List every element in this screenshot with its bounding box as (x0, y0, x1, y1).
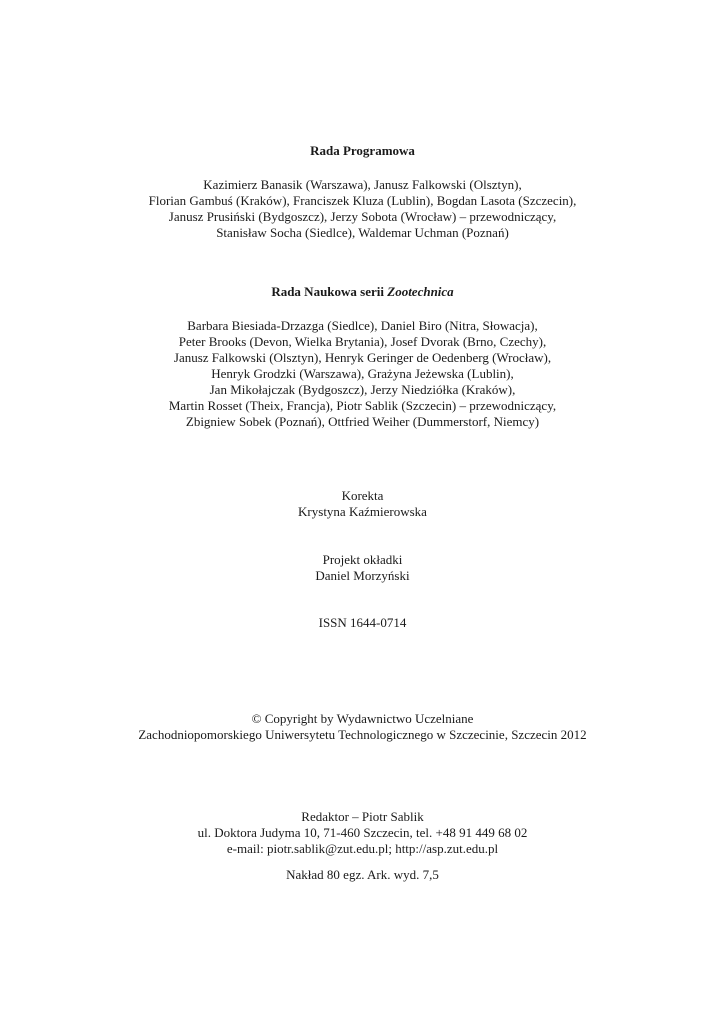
rada-naukowa-line: Zbigniew Sobek (Poznań), Ottfried Weiher (Dummerstorf, Niemcy) (185, 414, 540, 429)
rada-naukowa-line: Janusz Falkowski (Olsztyn), Henryk Geringer de Oedenberg (Wrocław), (173, 350, 552, 365)
redaktor-name: Redaktor – Piotr Sablik (301, 809, 424, 824)
rada-naukowa-heading-prefix: Rada Naukowa serii (271, 284, 388, 299)
rada-programowa-line: Janusz Prusiński (Bydgoszcz), Jerzy Sobota (Wrocław) – przewodniczący, (168, 209, 557, 224)
rada-programowa-line: Florian Gambuś (Kraków), Franciszek Kluza (Lublin), Bogdan Lasota (Szczecin), (148, 193, 577, 208)
korekta-section (0, 488, 725, 520)
publisher-line: Zachodniopomorskiego Uniwersytetu Technologicznego w Szczecinie, Szczecin 2012 (138, 727, 587, 742)
redaktor-section (0, 809, 725, 883)
projekt-okladki-name: Daniel Morzyński (315, 568, 410, 583)
rada-programowa-heading: Rada Programowa (310, 143, 415, 158)
copyright-section (0, 711, 725, 743)
korekta-label: Korekta (341, 488, 384, 503)
rada-naukowa-line: Barbara Biesiada-Drzazga (Siedlce), Daniel Biro (Nitra, Słowacja), (187, 318, 538, 333)
rada-naukowa-heading (0, 284, 725, 300)
rada-programowa-line: Kazimierz Banasik (Warszawa), Janusz Falkowski (Olsztyn), (203, 177, 522, 192)
rada-naukowa-section (0, 284, 725, 430)
issn-section (0, 615, 725, 631)
projekt-okladki-label: Projekt okładki (322, 552, 403, 567)
rada-naukowa-line: Jan Mikołajczak (Bydgoszcz), Jerzy Niedziółka (Kraków), (209, 382, 516, 397)
rada-naukowa-line: Peter Brooks (Devon, Wielka Brytania), Josef Dvorak (Brno, Czechy), (178, 334, 547, 349)
rada-programowa-line: Stanisław Socha (Siedlce), Waldemar Uchman (Poznań) (216, 225, 509, 240)
naklad-info: Nakład 80 egz. Ark. wyd. 7,5 (286, 867, 439, 882)
copyright-line: © Copyright by Wydawnictwo Uczelniane (251, 711, 474, 726)
issn-number: ISSN 1644-0714 (318, 615, 407, 630)
rada-programowa-section (0, 143, 725, 241)
korekta-name: Krystyna Kaźmierowska (298, 504, 427, 519)
redaktor-address: ul. Doktora Judyma 10, 71-460 Szczecin, tel. +48 91 449 68 02 (197, 825, 528, 840)
rada-naukowa-heading-series: Zootechnica (387, 284, 454, 299)
rada-naukowa-line: Martin Rosset (Theix, Francja), Piotr Sablik (Szczecin) – przewodniczący, (168, 398, 557, 413)
projekt-okladki-section (0, 552, 725, 584)
rada-naukowa-line: Henryk Grodzki (Warszawa), Grażyna Jeżewska (Lublin), (211, 366, 514, 381)
redaktor-contact: e-mail: piotr.sablik@zut.edu.pl; http://asp.zut.edu.pl (226, 841, 499, 856)
